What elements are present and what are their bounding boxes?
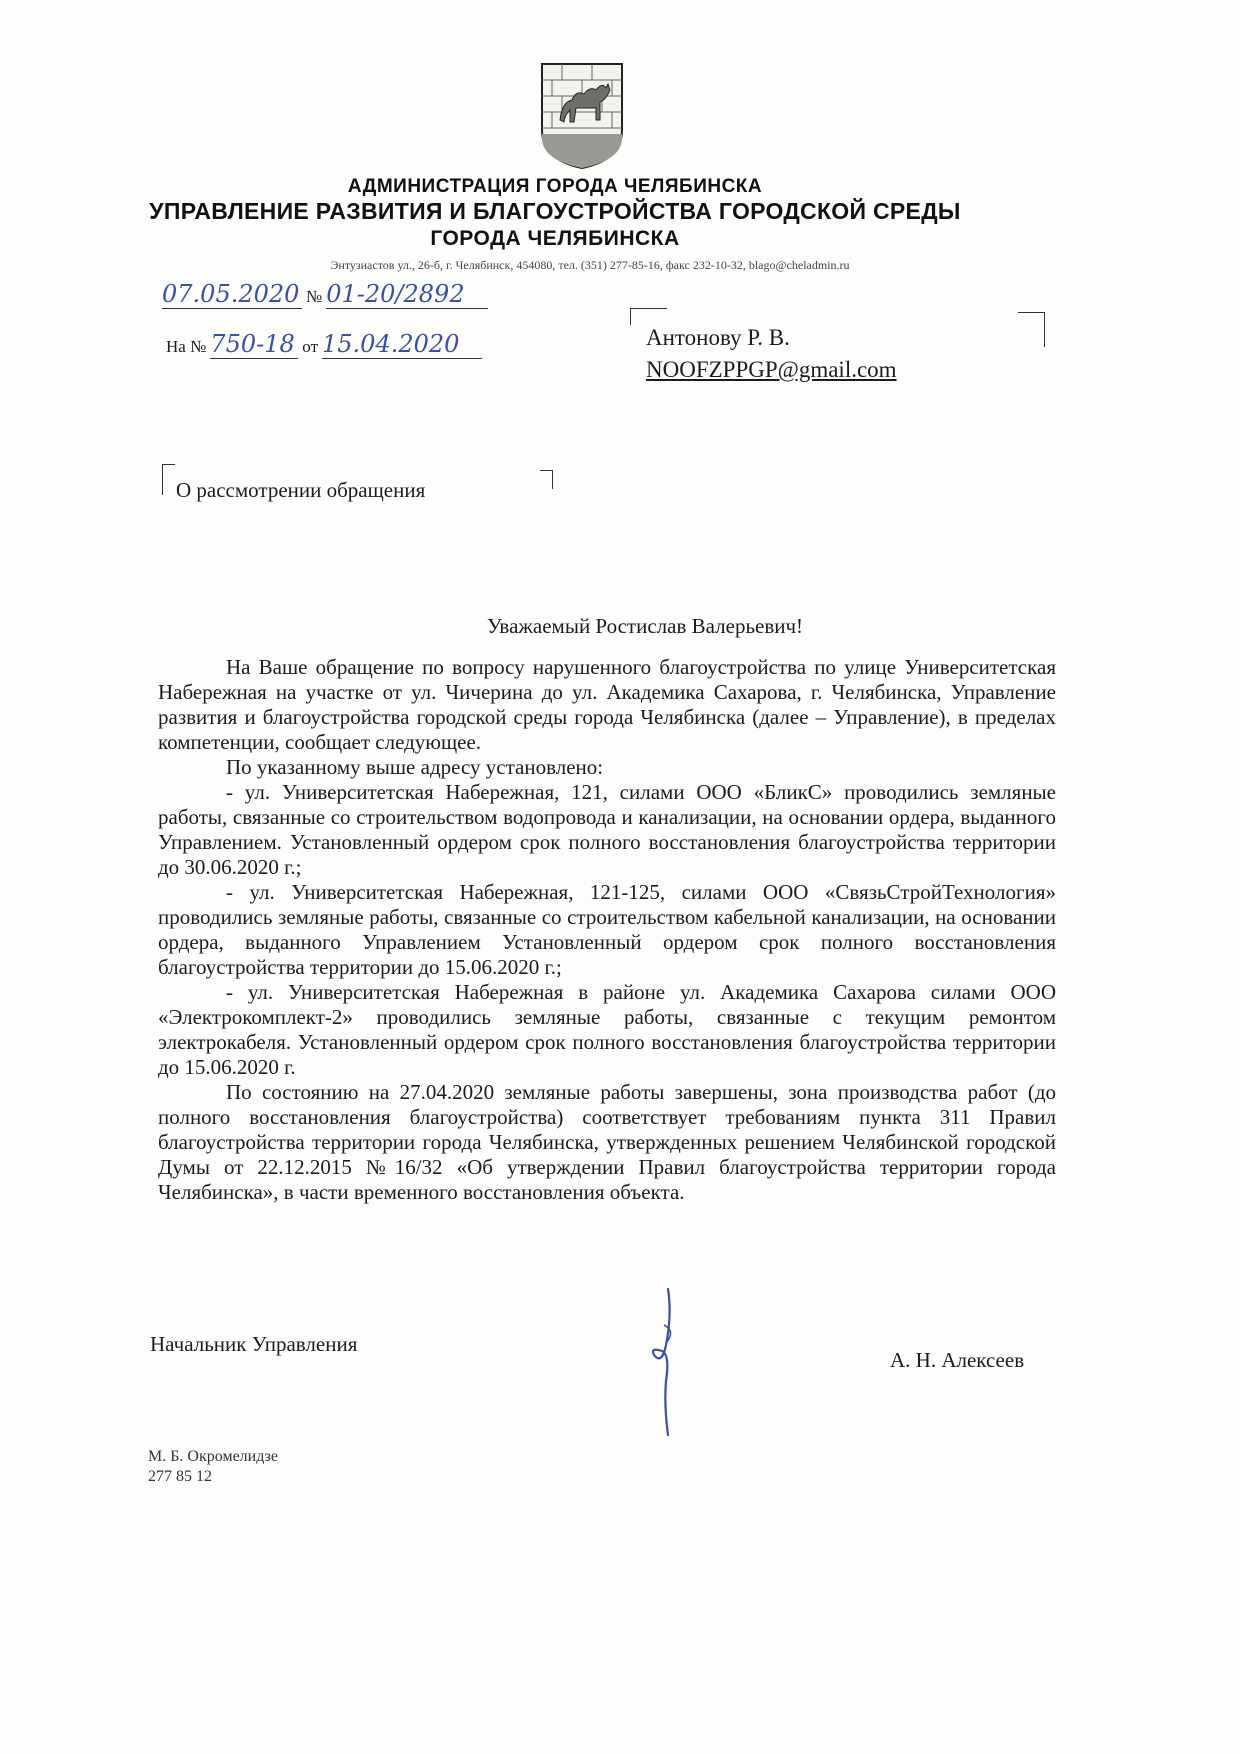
body-paragraph: По состоянию на 27.04.2020 земляные работы завершены, зона производства работ (до полного восстановления благоустройства) соответствует требованиям пункта 311 Правил благоустройства территории города Челябинска, утвержденных решением Челябинской городской Думы от 22.12.2015 №16/32 «Об утверждении Правил благоустройства территории города Челябинска», в части временного восстановления объекта. [158,1080,1056,1204]
letterhead-address: Энтузиастов ул., 26-б, г. Челябинск, 454080, тел. (351) 277-85-16, факс 232-10-32, blago@cheladmin.ru [330,258,850,272]
letter-body [158,655,1056,1205]
body-paragraph: По указанному выше адресу установлено: [226,755,604,779]
recipient-block [646,322,897,386]
coat-of-arms-emblem [536,60,628,172]
executor-block [148,1447,278,1487]
letterhead-city: ГОРОДА ЧЕЛЯБИНСКА [430,227,680,250]
handwritten-signature [636,1285,696,1445]
subject-corner-left [162,464,175,495]
outgoing-registration [162,280,488,309]
ref-number: 750-18 [210,330,298,359]
signatory-name: А. Н. Алексеев [890,1348,1025,1372]
body-paragraph: - ул. Университетская Набережная в районе ул. Академика Сахарова силами ООО «Электрокомплект-2» проводились земляные работы, связанные с текущим ремонтом электрокабеля. Установленный ордером срок полного восстановления благоустройства территории до 15.06.2020 г. [158,980,1056,1079]
letterhead-department: УПРАВЛЕНИЕ РАЗВИТИЯ И БЛАГОУСТРОЙСТВА ГОРОДСКОЙ СРЕДЫ [149,198,961,224]
body-paragraph: - ул. Университетская Набережная, 121-125, силами ООО «СвязьСтройТехнология» проводились земляные работы, связанные со строительством кабельной канализации, на основании ордера, выданного Управлением Установленный ордером срок полного восстановления благоустройства территории до 15.06.2020 г.; [158,880,1056,979]
subject-corner-right [540,470,553,489]
ref-date: 15.04.2020 [322,330,482,359]
recipient-email: NOOFZPPGP@gmail.com [646,357,897,382]
letterhead-administration: АДМИНИСТРАЦИЯ ГОРОДА ЧЕЛЯБИНСКА [347,176,763,197]
outgoing-number: 01-20/2892 [326,280,488,309]
signatory-position: Начальник Управления [150,1332,358,1356]
greeting: Уважаемый Ростислав Валерьевич! [486,614,804,638]
recipient-corner-right [1018,312,1045,347]
executor-phone: 277 85 12 [148,1468,212,1485]
body-paragraph: - ул. Университетская Набережная, 121, силами ООО «БликС» проводились земляные работы, связанные со строительством водопровода и канализации, на основании ордера, выданного Управлением. Установленный ордером срок полного восстановления благоустройства территории до 30.06.2020 г.; [158,780,1056,879]
subject-line: О рассмотрении обращения [176,478,426,502]
executor-name: М. Б. Окромелидзе [148,1448,278,1465]
outgoing-date: 07.05.2020 [162,280,302,309]
recipient-name: Антонову Р. В. [646,325,790,350]
number-label: № [306,287,323,306]
ref-label: На № [166,337,207,356]
ref-from-label: от [302,337,319,356]
incoming-reference [166,330,482,359]
body-paragraph: На Ваше обращение по вопросу нарушенного благоустройства по улице Университетская Набережная на участке от ул. Чичерина до ул. Академика Сахарова, г. Челябинска, Управление развития и благоустройства городской среды города Челябинска (далее – Управление), в пределах компетенции, сообщает следующее. [158,655,1056,754]
